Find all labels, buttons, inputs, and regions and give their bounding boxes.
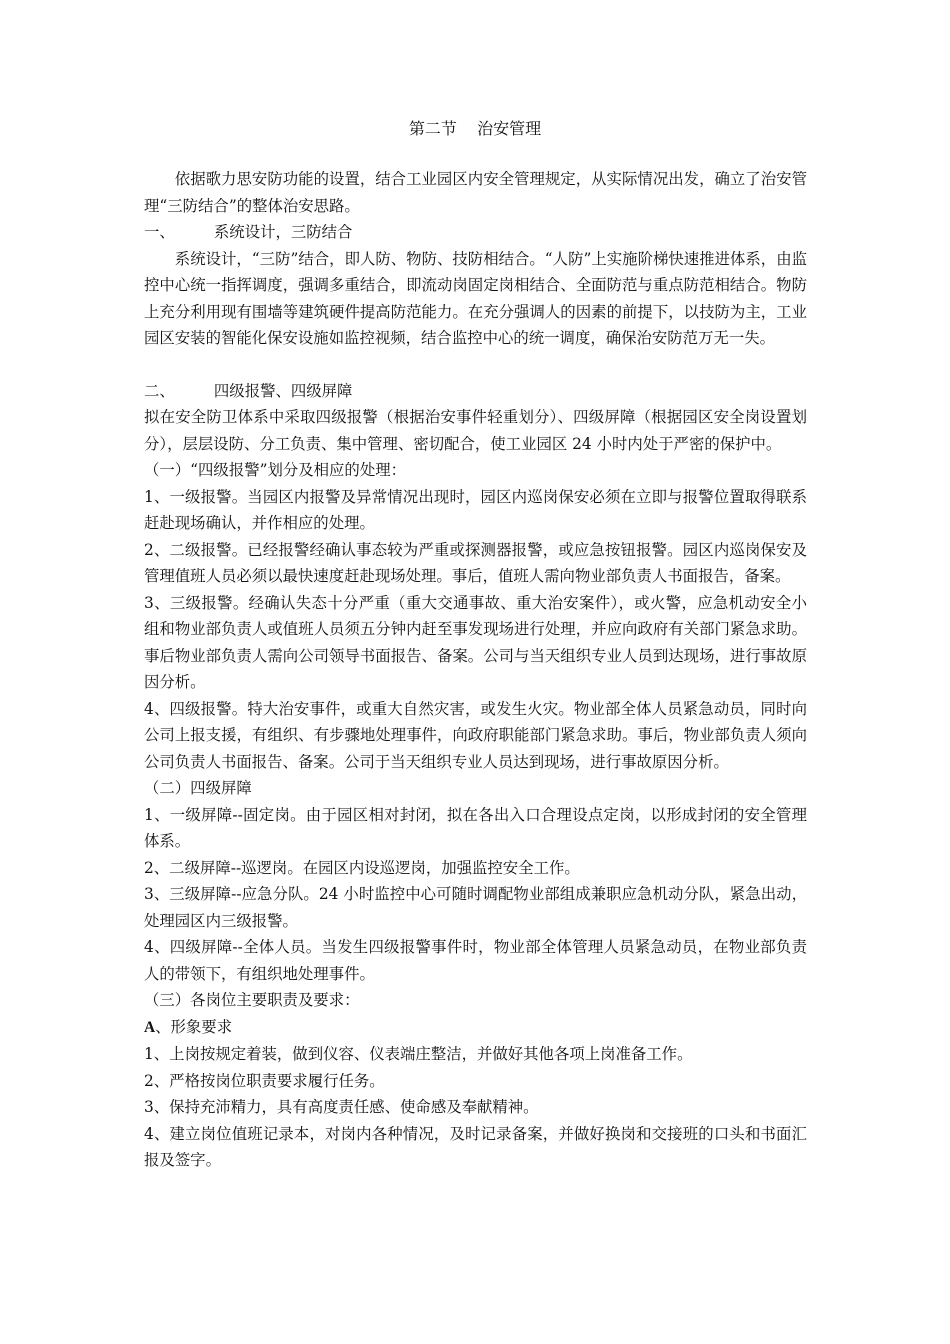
alarm-item-1: 1、一级报警。当园区内报警及异常情况出现时，园区内巡岗保安必须在立即与报警位置取得联系赶赴现场确认，并作相应的处理。 bbox=[144, 487, 807, 532]
subheading-barrier: （二）四级屏障 bbox=[144, 779, 252, 797]
barrier-item-2: 2、二级屏障--巡逻岗。在园区内设巡逻岗，加强监控安全工作。 bbox=[144, 858, 580, 877]
alarm-item-2: 2、二级报警。已经报警经确认事态较为严重或探测器报警，或应急按钮报警。园区内巡岗保安及管理值班人员必须以最快速度赶赴现场处理。事后，值班人需向物业部负责人书面报告，备案。 bbox=[144, 540, 807, 585]
requirement-item-1: 1、上岗按规定着装，做到仪容、仪表端庄整洁，并做好其他各项上岗准备工作。 bbox=[144, 1045, 693, 1063]
heading-2: 二、 四级报警、四级屏障 bbox=[144, 381, 353, 400]
alarm-item-4: 4、四级报警。特大治安事件，或重大自然灾害，或发生火灾。物业部全体人员紧急动员，同时向公司上报支援，有组织、有步骤地处理事件，向政府职能部门紧急求助。事后，物业部负责人须向公司负责人书面报告、备案。公司于当天组织专业人员达到现场，进行事故原因分析。 bbox=[144, 699, 807, 771]
subheading-image-requirements bbox=[144, 1014, 807, 1042]
document-body bbox=[144, 166, 807, 1174]
intro-paragraph: 依据歌力思安防功能的设置，结合工业园区内安全管理规定，从实际情况出发，确立了治安管理“三防结合”的整体治安思路。 bbox=[144, 170, 807, 215]
paragraph-four-levels: 拟在安全防卫体系中采取四级报警（根据治安事件轻重划分）、四级屏障（根据园区安全岗设置划分），层层设防、分工负责、集中管理、密切配合，使工业园区 24 小时内处于严密的保护中。 bbox=[144, 408, 807, 453]
barrier-item-4: 4、四级屏障--全体人员。当发生四级报警事件时，物业部全体管理人员紧急动员，在物业部负责人的带领下，有组织地处理事件。 bbox=[144, 938, 807, 983]
blank-line bbox=[144, 352, 807, 378]
subheading-alarm: （一）“四级报警”划分及相应的处理： bbox=[144, 461, 406, 479]
section-letter-title: 、形象要求 bbox=[155, 1017, 233, 1036]
requirement-item-3: 3、保持充沛精力，具有高度责任感、使命感及奉献精神。 bbox=[144, 1098, 539, 1116]
barrier-item-1: 1、一级屏障--固定岗。由于园区相对封闭，拟在各出入口合理设点定岗，以形成封闭的安全管理体系。 bbox=[144, 805, 807, 850]
paragraph-system-design: 系统设计，“三防”结合，即人防、物防、技防相结合。“人防”上实施阶梯快速推进体系，由监控中心统一指挥调度，强调多重结合，即流动岗固定岗相结合、全面防范与重点防范相结合。物防上充分利用现有围墙等建筑硬件提高防范能力。在充分强调人的因素的前提下，以技防为主，工业园区安装的智能化保安设施如监控视频，结合监控中心的统一调度，确保治安防范万无一失。 bbox=[144, 249, 807, 347]
barrier-item-3: 3、三级屏障--应急分队。24 小时监控中心可随时调配物业部组成兼职应急机动分队，紧急出动，处理园区内三级报警。 bbox=[144, 885, 807, 930]
requirement-item-4: 4、建立岗位值班记录本，对岗内各种情况，及时记录备案，并做好换岗和交接班的口头和书面汇报及签字。 bbox=[144, 1124, 807, 1169]
section-title: 第二节 治安管理 bbox=[408, 119, 542, 138]
alarm-item-3: 3、三级报警。经确认失态十分严重（重大交通事故、重大治安案件），或火警，应急机动安全小组和物业部负责人或值班人员须五分钟内赶至事发现场进行处理，并应向政府有关部门紧急求助。事后物业部负责人需向公司领导书面报告、备案。公司与当天组织专业人员到达现场，进行事故原因分析。 bbox=[144, 593, 807, 691]
section-letter: A bbox=[144, 1018, 156, 1036]
subheading-duties: （三）各岗位主要职责及要求： bbox=[144, 991, 360, 1009]
requirement-item-2: 2、严格按岗位职责要求履行任务。 bbox=[144, 1071, 385, 1090]
heading-1: 一、 系统设计，三防结合 bbox=[144, 223, 353, 241]
